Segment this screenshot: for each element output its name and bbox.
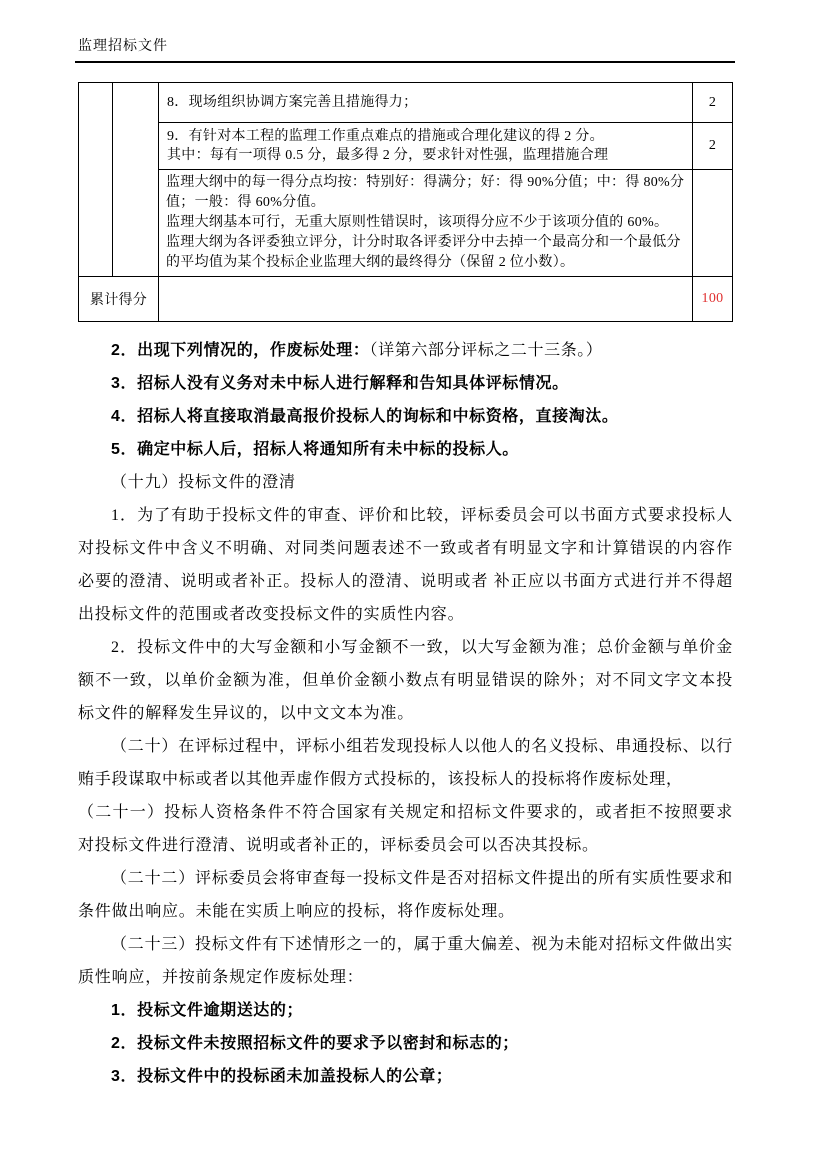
bold-paragraph: 3．招标人没有义务对未中标人进行解释和告知具体评标情况。 [111,375,569,392]
criterion-line: 监理大纲中的每一得分点均按：特别好：得满分；好：得 90%分值；中：得 80%分值；一般：得 60%分值。 [166,175,685,210]
criterion-line: 8．现场组织协调方案完善且措施得力； [167,95,418,110]
bold-paragraph: 1．投标文件逾期送达的； [111,1002,304,1019]
summary-row [79,277,733,322]
score-cell: 2 [693,83,733,123]
bold-paragraph: 5．确定中标人后，招标人将通知所有未中标的投标人。 [111,441,519,458]
score-cell [693,170,733,277]
paragraph: （二十三）投标文件有下述情形之一的，属于重大偏差、视为未能对招标文件做出实质性响应，并按前条规定作废标处理： [78,936,733,986]
document-body [78,334,733,1093]
criterion-cell [159,170,693,277]
paragraph: （二十二）评标委员会将审查每一投标文件是否对招标文件提出的所有实质性要求和条件做出响应。未能在实质上响应的投标，将作废标处理。 [78,870,733,920]
bold-paragraph: 3．投标文件中的投标函未加盖投标人的公章； [111,1068,453,1085]
criterion-line: 监理大纲为各评委独立评分，计分时取各评委评分中去掉一个最高分和一个最低分的平均值为某个投标企业监理大纲的最终得分（保留 2 位小数）。 [166,235,681,270]
criterion-line: 其中：每有一项得 0.5 分，最多得 2 分，要求针对性强，监理措施合理 [167,148,609,163]
summary-empty-cell [159,277,693,322]
criterion-cell [159,123,693,170]
header-rule [75,61,735,63]
empty-category-cell-1 [79,83,113,277]
criterion-line: 监理大纲基本可行，无重大原则性错误时，该项得分应不少于该项分值的 60%。 [166,215,669,230]
section-heading: （十九）投标文件的澄清 [111,474,296,491]
score-table [78,82,733,322]
table-row [79,170,733,277]
summary-total-cell: 100 [693,277,733,322]
criterion-line: 9．有针对本工程的监理工作重点难点的措施或合理化建议的得 2 分。 [167,129,604,144]
bold-paragraph: 2．投标文件未按照招标文件的要求予以密封和标志的； [111,1035,519,1052]
table-row [79,83,733,123]
table-row [79,123,733,170]
score-cell: 2 [693,123,733,170]
bold-paragraph: 4．招标人将直接取消最高报价投标人的询标和中标资格，直接淘汰。 [111,408,619,425]
empty-category-cell-2 [113,83,159,277]
criterion-cell [159,83,693,123]
paragraph: （二十）在评标过程中，评标小组若发现投标人以他人的名义投标、串通投标、以行贿手段谋取中标或者以其他弄虚作假方式投标的，该投标人的投标将作废标处理， [78,738,733,788]
paragraph: 1．为了有助于投标文件的审查、评价和比较，评标委员会可以书面方式要求投标人对投标文件中含义不明确、对同类问题表述不一致或者有明显文字和计算错误的内容作必要的澄清、说明或者补正。投标人的澄清、说明或者 补正应以书面方式进行并不得超出投标文件的范围或者改变投标文件的实质性内容。 [78,507,733,623]
summary-label-cell: 累计得分 [79,277,159,322]
bold-paragraph [78,334,733,367]
page-header-title: 监理招标文件 [78,39,168,54]
paragraph: 2．投标文件中的大写金额和小写金额不一致，以大写金额为准；总价金额与单价金额不一致，以单价金额为准，但单价金额小数点有明显错误的除外；对不同文字文本投标文件的解释发生异议的，以中文文本为准。 [78,639,733,722]
bold-text: 2．出现下列情况的，作废标处理： [111,342,370,359]
paragraph: （二十一）投标人资格条件不符合国家有关规定和招标文件要求的，或者拒不按照要求对投标文件进行澄清、说明或者补正的，评标委员会可以否决其投标。 [78,804,733,854]
regular-text: （详第六部分评标之二十三条。） [369,342,603,359]
